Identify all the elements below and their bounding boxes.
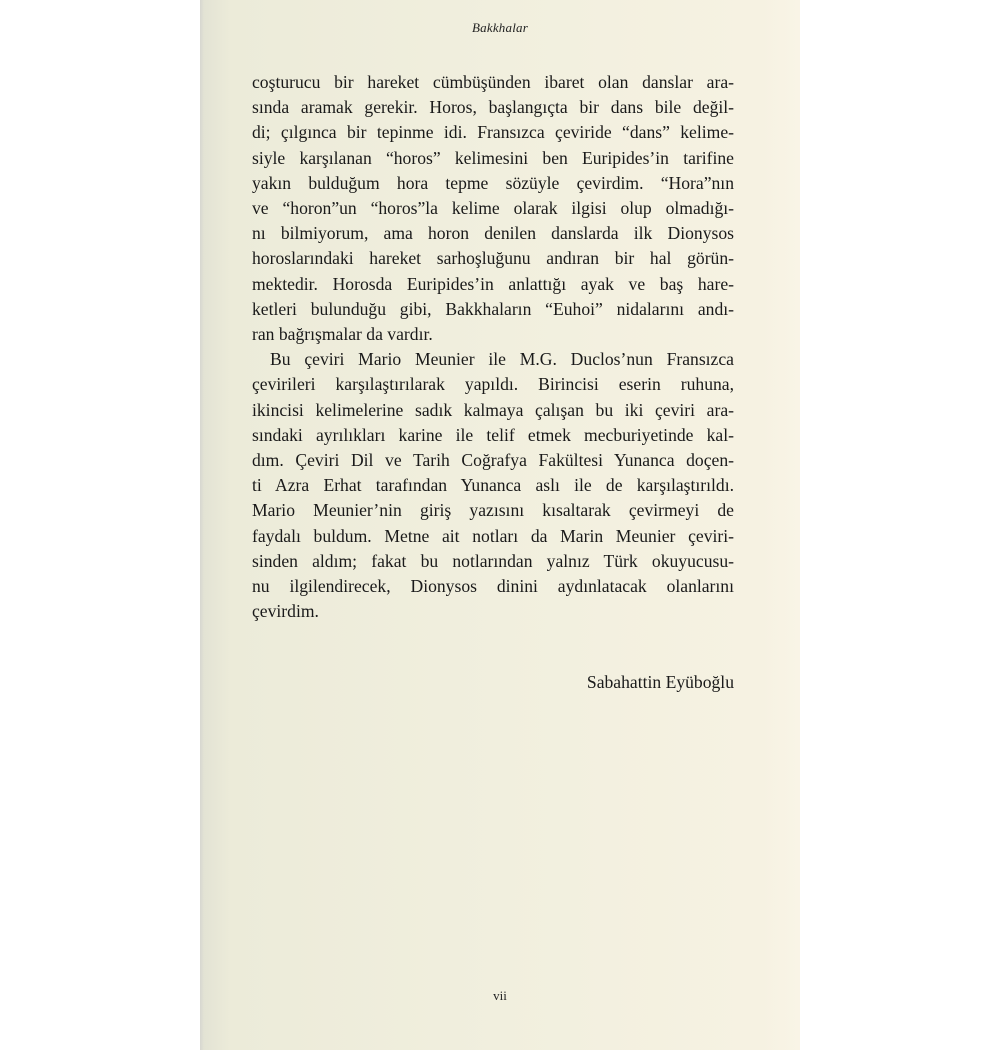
text-line: sındaki ayrılıkları karine ile telif etmek mecburiyetinde kal- <box>252 424 734 445</box>
book-page <box>200 0 800 1050</box>
running-head: Bakkhalar <box>472 20 528 35</box>
text-line: dım. Çeviri Dil ve Tarih Coğrafya Fakültesi Yunanca doçen- <box>252 450 734 471</box>
text-line: Mario Meunier’nin giriş yazısını kısaltarak çevirmeyi de <box>252 500 734 521</box>
text-line: ikincisi kelimelerine sadık kalmaya çalışan bu iki çeviri ara- <box>252 399 734 420</box>
text-line: coşturucu bir hareket cümbüşünden ibaret olan danslar ara- <box>252 72 734 92</box>
body-text <box>252 70 734 624</box>
page-number: vii <box>493 988 507 1003</box>
text-line: di; çılgınca bir tepinme idi. Fransızca çeviride “dans” kelime- <box>252 122 734 143</box>
text-line: çevirileri karşılaştırılarak yapıldı. Birincisi eserin ruhuna, <box>252 374 734 395</box>
text-line: nu ilgilendirecek, Dionysos dinini aydınlatacak olanlarını <box>252 576 734 597</box>
text-line: ketleri bulunduğu gibi, Bakkhaların “Euhoi” nidalarını andı- <box>252 298 734 319</box>
text-line: yakın bulduğum hora tepme sözüyle çevirdim. “Hora”nın <box>252 172 734 193</box>
text-line: ti Azra Erhat tarafından Yunanca aslı ile de karşılaştırıldı. <box>252 475 734 496</box>
text-line: sinden aldım; fakat bu notlarından yalnız Türk okuyucusu- <box>252 550 734 571</box>
text-line: ve “horon”un “horos”la kelime olarak ilgisi olup olmadığı- <box>252 198 734 219</box>
text-line: sında aramak gerekir. Horos, başlangıçta bir dans bile değil- <box>252 97 734 118</box>
text-line: horoslarındaki hareket sarhoşluğunu andıran bir hal görün- <box>252 248 734 269</box>
paragraph-2 <box>252 347 734 624</box>
text-line: faydalı buldum. Metne ait notları da Marin Meunier çeviri- <box>252 525 734 546</box>
text-line: ran bağrışmalar da vardır. <box>252 324 433 345</box>
paragraph-1 <box>252 70 734 347</box>
text-line: siyle karşılanan “horos” kelimesini ben Euripides’in tarifine <box>252 147 734 168</box>
author-signature: Sabahattin Eyüboğlu <box>586 672 734 692</box>
text-line: çevirdim. <box>252 601 319 622</box>
text-line: mektedir. Horosda Euripides’in anlattığı ayak ve baş hare- <box>252 273 734 294</box>
text-line: Bu çeviri Mario Meunier ile M.G. Duclos’nun Fransızca <box>270 349 734 370</box>
text-line: nı bilmiyorum, ama horon denilen danslarda ilk Dionysos <box>252 223 734 244</box>
